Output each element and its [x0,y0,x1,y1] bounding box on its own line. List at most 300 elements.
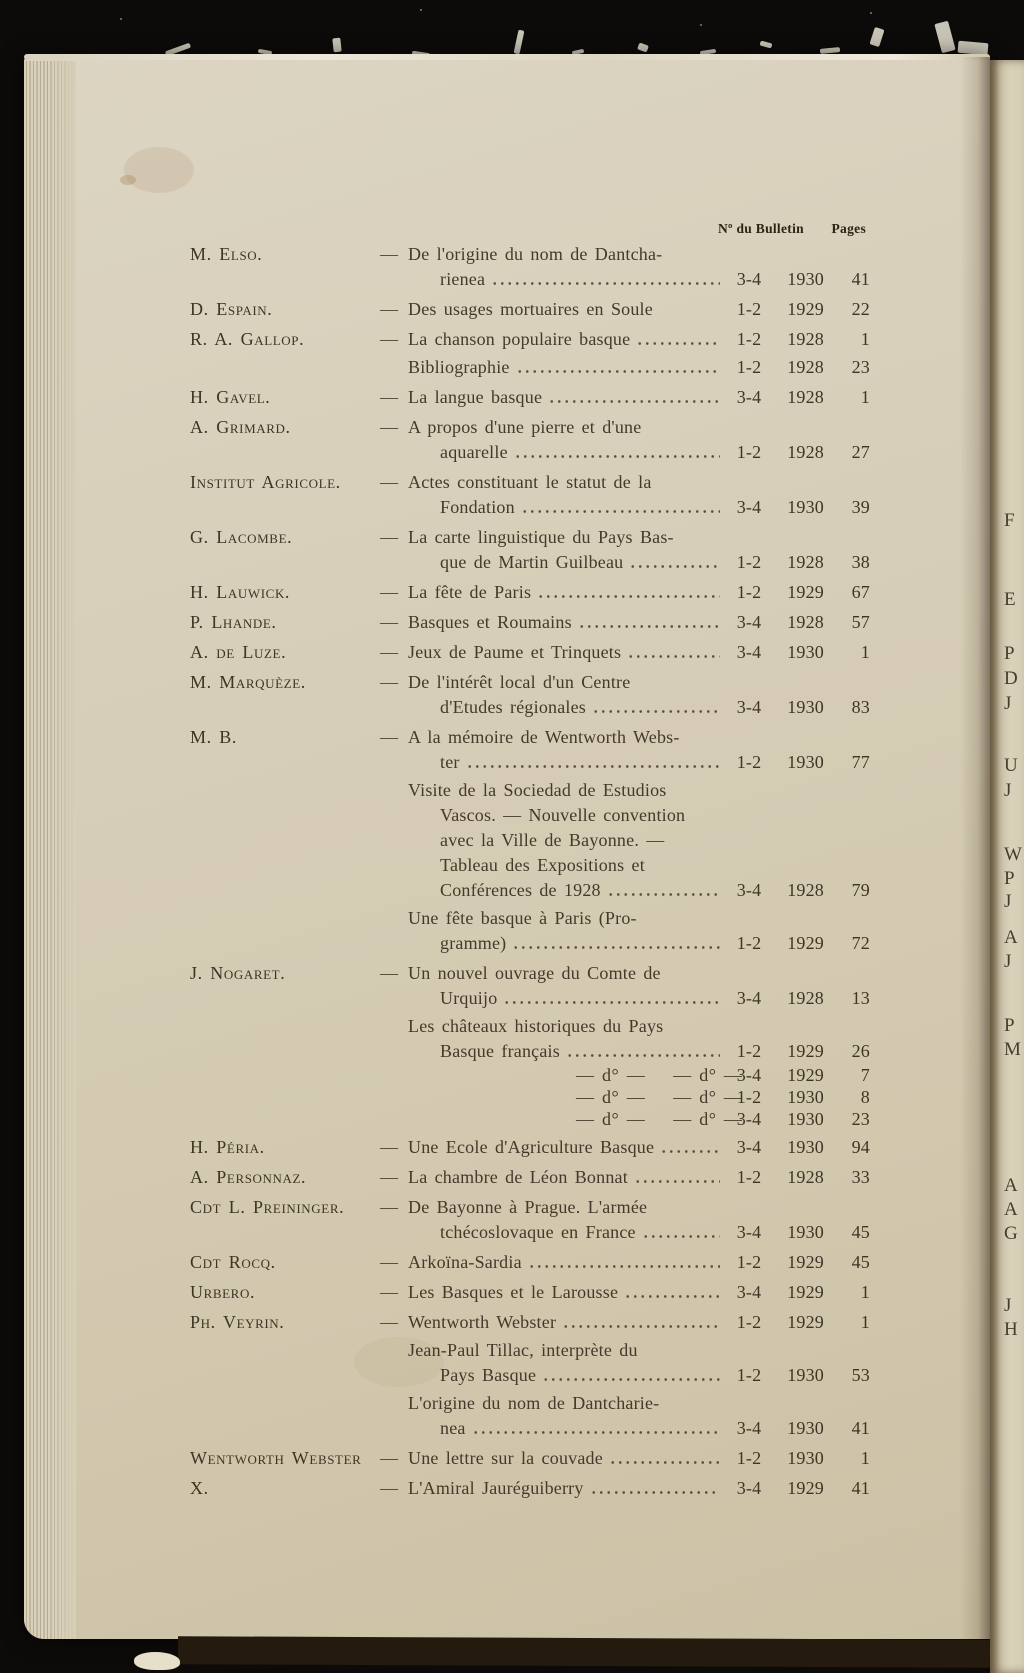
index-item [190,1280,870,1305]
index-line [190,1165,870,1190]
bulletin-number: 3-4 [736,612,762,632]
dot-leader [629,564,720,569]
bulletin-year: 1929 [787,1065,824,1085]
index-entry [190,470,870,520]
title-text: La chanson populaire basque [408,329,631,349]
facing-page-letter: P [1004,643,1016,664]
entry-dash: — [380,582,399,602]
index-item [190,961,870,1011]
bulletin-number: 1-2 [736,329,762,349]
title-text: Fondation [440,497,515,517]
dot-leader [528,1264,720,1269]
facing-page-letter: U [1004,755,1019,776]
dust-speck [120,18,122,20]
page-number: 57 [851,612,870,632]
page-number: 39 [851,497,870,517]
bulletin-year: 1930 [787,1365,824,1385]
page-number: 45 [851,1252,870,1272]
dot-leader [578,624,720,629]
index-line [190,906,870,931]
title-text: nea [440,1418,466,1438]
dot-leader [491,281,720,286]
dot-leader [537,594,720,599]
bulletin-number: 1-2 [736,582,762,602]
gutter-shadow [960,57,990,1639]
title-text: La langue basque [408,387,543,407]
column-headers [718,221,866,237]
index-item [190,610,870,635]
index-item [190,415,870,465]
index-item [190,1391,870,1441]
next-page [990,60,1024,1673]
leader-spacer [653,1209,720,1214]
index-item [190,580,870,605]
title-area [408,550,726,575]
page-number: 7 [860,1065,870,1085]
index-line [190,297,870,322]
index-entry [190,670,870,720]
index-line [190,1391,870,1416]
entry-dash: — [380,417,399,437]
page-number: 26 [851,1041,870,1061]
leader-spacer [636,684,720,689]
index-line [190,778,870,803]
index-line [190,1039,870,1064]
dot-leader [512,945,720,950]
entry-dash: — [380,1282,399,1302]
title-area [408,1135,726,1160]
index-entry [190,327,870,380]
bulletin-number: 1-2 [736,1167,762,1187]
index-item [190,1476,870,1501]
bulletin-number: 1-2 [736,1252,762,1272]
title-text: Pays Basque [440,1365,537,1385]
title-area [408,1064,743,1086]
dot-leader [503,1000,720,1005]
title-area [408,470,726,495]
title-text: Jeux de Paume et Trinquets [408,642,622,662]
index-line [190,695,870,720]
page-number: 94 [851,1137,870,1157]
title-text: Jean-Paul Tillac, interprète du [408,1340,638,1360]
title-text: rienea [440,269,486,289]
leader-spacer [643,920,720,925]
dot-leader [636,341,720,346]
bulletin-number: 3-4 [736,1137,762,1157]
title-area [408,828,726,853]
title-text: Bibliographie [408,357,510,377]
index-line [190,1363,870,1388]
author-name: A. de Luze. [190,642,287,662]
page-number: 22 [851,299,870,319]
paper-fiber [332,38,341,53]
bulletin-number: 1-2 [736,1041,762,1061]
index-line [190,385,870,410]
title-area [408,906,726,931]
index-item [190,355,870,380]
title-text: ter [440,752,460,772]
entry-dash: — [380,1167,399,1187]
entry-dash: — [380,244,399,264]
title-text: Les Basques et le Larousse [408,1282,619,1302]
author-name: H. Gavel. [190,387,271,407]
author-name: X. [190,1478,209,1498]
title-text: Un nouvel ouvrage du Comte de [408,963,661,983]
title-area [408,1310,726,1335]
page-number: 41 [851,1478,870,1498]
book-page [24,57,990,1639]
page-number: 1 [860,1448,870,1468]
author-name: G. Lacombe. [190,527,293,547]
index-line [190,828,870,853]
page-number: 38 [851,552,870,572]
index-entry [190,415,870,465]
bulletin-number: 1-2 [736,357,762,377]
bulletin-year: 1928 [787,988,824,1008]
title-text: Basque français [440,1041,560,1061]
facing-page-letter: A [1004,1199,1019,1220]
dust-speck [870,12,872,14]
index-line [190,961,870,986]
bulletin-year: 1928 [787,329,824,349]
bulletin-number: 1-2 [736,1087,762,1107]
index-line [190,640,870,665]
title-area [408,961,726,986]
paper-fiber [869,27,884,47]
index-line [190,1014,870,1039]
index-line [190,1220,870,1245]
title-area [408,750,726,775]
index-line [190,495,870,520]
index-line [190,355,870,380]
title-text: Conférences de 1928 [440,880,601,900]
entry-dash: — [380,1478,399,1498]
index-line [190,415,870,440]
author-name: M. Elso. [190,244,263,264]
bulletin-year: 1930 [787,1448,824,1468]
index-item [190,1250,870,1275]
title-text: De l'origine du nom de Dantcha- [408,244,663,264]
bulletin-year: 1929 [787,1252,824,1272]
pages-column-header: Pages [831,221,866,236]
entry-dash: — [380,329,399,349]
author-name: H. Lauwick. [190,582,291,602]
title-text: A propos d'une pierre et d'une [408,417,642,437]
page-number: 8 [860,1087,870,1107]
index-line [190,803,870,828]
dot-leader [566,1053,720,1058]
index-line [190,986,870,1011]
author-name: Wentworth Webster [190,1448,362,1468]
title-text: Urquijo [440,988,498,1008]
title-text: — d° — — d° — [576,1065,743,1085]
title-text: Actes constituant le statut de la [408,472,652,492]
bulletin-year: 1929 [787,299,824,319]
title-area [408,1039,726,1064]
index-item [190,1195,870,1245]
bulletin-year: 1928 [787,1167,824,1187]
index-entry [190,580,870,605]
page-number: 27 [851,442,870,462]
bulletin-number: 1-2 [736,933,762,953]
bulletin-number: 3-4 [736,1222,762,1242]
bulletin-year: 1929 [787,1282,824,1302]
page-number: 79 [851,880,870,900]
title-text: Les châteaux historiques du Pays [408,1016,664,1036]
index-entry [190,961,870,1130]
title-text: tchécoslovaque en France [440,1222,636,1242]
bulletin-year: 1930 [787,1418,824,1438]
index-line [190,1086,870,1108]
title-area [408,495,726,520]
page-number: 83 [851,697,870,717]
entry-dash: — [380,1197,399,1217]
entry-dash: — [380,1312,399,1332]
entry-dash: — [380,963,399,983]
title-text: La carte linguistique du Pays Bas- [408,527,674,547]
bulletin-number: 1-2 [736,552,762,572]
title-text: L'Amiral Jauréguiberry [408,1478,584,1498]
title-area [408,1391,726,1416]
dot-leader [627,654,720,659]
bulletin-year: 1928 [787,612,824,632]
title-area [408,1195,726,1220]
index-entry [190,242,870,292]
paper-fiber [637,43,649,53]
title-text: La fête de Paris [408,582,532,602]
bulletin-year: 1930 [787,752,824,772]
index-entry [190,1476,870,1501]
index-line [190,1108,870,1130]
facing-page-letter: J [1004,693,1013,714]
dot-leader [607,892,720,897]
index-line [190,1064,870,1086]
bulletin-number: 3-4 [736,880,762,900]
title-area [408,695,726,720]
index-entry [190,1446,870,1471]
title-area [408,1338,726,1363]
bulletin-number: 3-4 [736,1065,762,1085]
title-text: Une lettre sur la couvade [408,1448,603,1468]
facing-page-letter: P [1004,1015,1016,1036]
bulletin-number-column-header: Nº du Bulletin [718,221,804,236]
page-number: 45 [851,1222,870,1242]
dot-leader [521,509,720,514]
index-entry [190,725,870,956]
entry-dash: — [380,672,399,692]
title-area [408,355,726,380]
bulletin-number: 3-4 [736,269,762,289]
page-number: 67 [851,582,870,602]
author-name: Ph. Veyrin. [190,1312,285,1332]
dot-leader [642,1234,720,1239]
bulletin-number: 3-4 [736,1418,762,1438]
dot-leader [634,1179,720,1184]
page-number: 72 [851,933,870,953]
bulletin-year: 1930 [787,1087,824,1107]
bulletin-number: 3-4 [736,387,762,407]
author-name: Urbero. [190,1282,256,1302]
index-line [190,267,870,292]
dust-speck [420,9,422,11]
bulletin-year: 1930 [787,697,824,717]
entry-dash: — [380,299,399,319]
entry-dash: — [380,527,399,547]
bulletin-year: 1929 [787,582,824,602]
paper-fiber [820,47,840,54]
bulletin-number: 3-4 [736,1282,762,1302]
entry-dash: — [380,387,399,407]
bulletin-year: 1928 [787,442,824,462]
facing-page-letter: J [1004,891,1013,912]
page-number: 41 [851,269,870,289]
entry-dash: — [380,472,399,492]
facing-page-letter: A [1004,927,1019,948]
leader-spacer [672,792,720,797]
author-name: M. B. [190,727,238,747]
title-area [408,803,726,828]
page-number: 13 [851,988,870,1008]
index-line [190,1280,870,1305]
index-line [190,550,870,575]
index-line [190,931,870,956]
title-text: Basques et Roumains [408,612,572,632]
facing-page-letter: W [1004,844,1023,865]
author-name: R. A. Gallop. [190,329,305,349]
index-item [190,640,870,665]
title-text: A la mémoire de Wentworth Webs- [408,727,680,747]
dot-leader [590,1490,720,1495]
bulletin-number: 1-2 [736,299,762,319]
index-entry [190,525,870,575]
bulletin-year: 1928 [787,387,824,407]
index-entry [190,297,870,322]
title-text: L'origine du nom de Dantcharie- [408,1393,660,1413]
title-area [408,385,726,410]
facing-page-letter: M [1004,1039,1022,1060]
author-name: A. Personnaz. [190,1167,307,1187]
index-line [190,853,870,878]
index-line [190,525,870,550]
index-line [190,1310,870,1335]
dot-leader [548,399,720,404]
page-number: 41 [851,1418,870,1438]
dot-leader [472,1430,720,1435]
index-item [190,525,870,575]
title-text: Arkoïna-Sardia [408,1252,522,1272]
bulletin-year: 1929 [787,1041,824,1061]
title-area [408,1014,726,1039]
title-area [408,267,726,292]
author-name: J. Nogaret. [190,963,286,983]
bulletin-year: 1928 [787,552,824,572]
leader-spacer [668,256,720,261]
dot-leader [592,709,720,714]
title-area [408,297,726,322]
index-entry [190,640,870,665]
facing-page-letter: J [1004,951,1013,972]
title-area [408,1165,726,1190]
leader-spacer [691,817,720,822]
title-text: avec la Ville de Bayonne. — [440,830,665,850]
author-name: P. Lhande. [190,612,277,632]
title-area [408,640,726,665]
index-item [190,470,870,520]
paper-stain [124,147,194,193]
leader-spacer [665,1405,720,1410]
entry-dash: — [380,1252,399,1272]
title-area [408,525,726,550]
author-name: H. Péria. [190,1137,265,1157]
title-text: Visite de la Sociedad de Estudios [408,780,667,800]
page-number: 1 [860,387,870,407]
facing-page-letter: J [1004,780,1013,801]
entry-dash: — [380,1448,399,1468]
dot-leader [516,369,720,374]
title-area [408,1416,726,1441]
index-entry [190,1165,870,1190]
bulletin-number: 1-2 [736,442,762,462]
bulletin-year: 1928 [787,880,824,900]
page-number: 53 [851,1365,870,1385]
index-line [190,878,870,903]
page-number: 33 [851,1167,870,1187]
index-item [190,1446,870,1471]
title-text: — d° — — d° — [576,1087,743,1107]
index-item [190,778,870,903]
title-area [408,1220,726,1245]
title-text: La chambre de Léon Bonnat [408,1167,628,1187]
index-item [190,670,870,720]
author-name: D. Espain. [190,299,273,319]
title-text: — d° — — d° — [576,1109,743,1129]
author-name: A. Grimard. [190,417,291,437]
title-text: Tableau des Expositions et [440,855,645,875]
page-number: 1 [860,329,870,349]
entry-dash: — [380,727,399,747]
title-area [408,580,726,605]
bulletin-year: 1929 [787,1312,824,1332]
index-line [190,725,870,750]
index-entry [190,1280,870,1305]
index-item [190,242,870,292]
dot-leader [609,1460,720,1465]
index-entry [190,1250,870,1275]
title-area [408,1086,743,1108]
facing-page-letter: A [1004,1175,1019,1196]
title-area [408,878,726,903]
title-text: aquarelle [440,442,508,462]
title-area [408,1280,726,1305]
title-text: Vascos. — Nouvelle convention [440,805,686,825]
page-number: 77 [851,752,870,772]
title-text: gramme) [440,933,507,953]
leader-spacer [659,311,720,316]
book-bottom-edge [178,1636,990,1668]
bulletin-number: 3-4 [736,1109,762,1129]
leader-spacer [686,739,720,744]
index-item [190,385,870,410]
title-text: De Bayonne à Prague. L'armée [408,1197,648,1217]
index-line [190,1416,870,1441]
bulletin-year: 1929 [787,933,824,953]
index-table [190,237,870,1501]
facing-page-letter: P [1004,868,1016,889]
page-number: 23 [851,1109,870,1129]
index-entry [190,1310,870,1441]
index-item [190,297,870,322]
leader-spacer [667,975,720,980]
